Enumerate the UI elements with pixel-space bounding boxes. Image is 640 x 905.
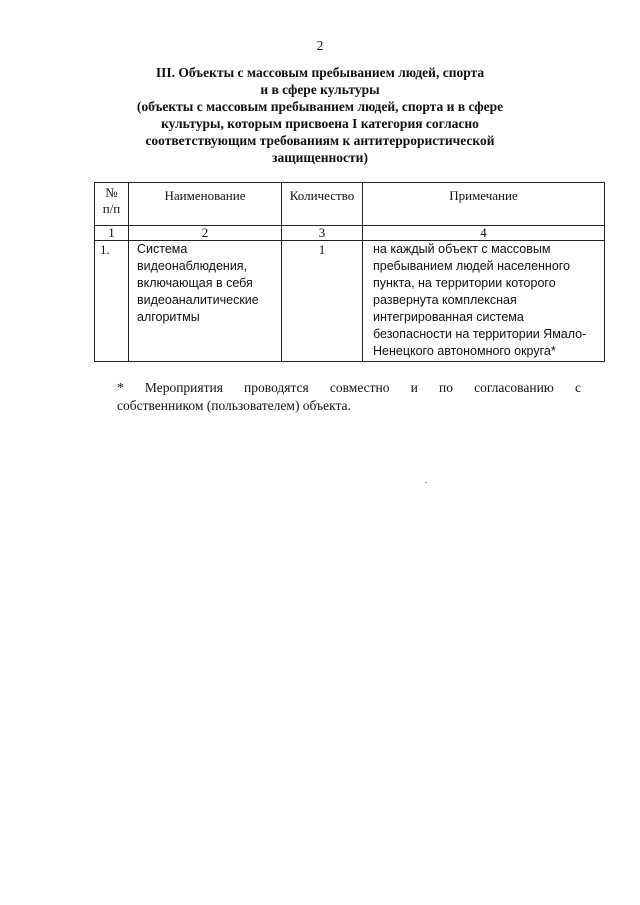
footnote-line-2: собственником (пользователем) объекта. bbox=[117, 398, 351, 413]
objects-table bbox=[94, 182, 605, 362]
header-note: Примечание bbox=[363, 183, 605, 226]
row-quantity: 1 bbox=[282, 241, 363, 362]
row-number: 1. bbox=[95, 241, 129, 362]
heading-line: (объекты с массовым пребыванием людей, спорта и в сфере bbox=[136, 99, 504, 114]
heading-line: соответствующим требованиям к антитеррористической bbox=[145, 133, 495, 148]
column-number: 2 bbox=[129, 226, 282, 241]
column-number: 1 bbox=[95, 226, 129, 241]
footnote-line-1: * Мероприятия проводятся совместно и по согласованию с bbox=[117, 380, 581, 395]
header-number: № п/п bbox=[95, 183, 129, 226]
heading-line: III. Объекты с массовым пребыванием людей, спорта bbox=[155, 65, 485, 80]
row-name: Система видеонаблюдения, включающая в себя видеоаналитические алгоритмы bbox=[129, 241, 282, 362]
heading-line: и в сфере культуры bbox=[260, 82, 380, 97]
scan-speck bbox=[425, 482, 427, 483]
header-name: Наименование bbox=[129, 183, 282, 226]
column-number: 4 bbox=[363, 226, 605, 241]
heading-line: культуры, которым присвоена I категория согласно bbox=[161, 116, 479, 131]
table-row bbox=[95, 241, 605, 362]
column-number-row bbox=[95, 226, 605, 241]
heading-line: защищенности) bbox=[272, 150, 368, 165]
header-quantity: Количество bbox=[282, 183, 363, 226]
row-note: на каждый объект с массовым пребыванием людей населенного пункта, на территории которого развернута комплексная интегрированная система безопасности на территории Ямало- Ненецкого автономного округа* bbox=[363, 241, 605, 362]
table-header-row bbox=[95, 183, 605, 226]
section-heading bbox=[100, 64, 540, 166]
column-number: 3 bbox=[282, 226, 363, 241]
page-number: 2 bbox=[316, 38, 324, 53]
